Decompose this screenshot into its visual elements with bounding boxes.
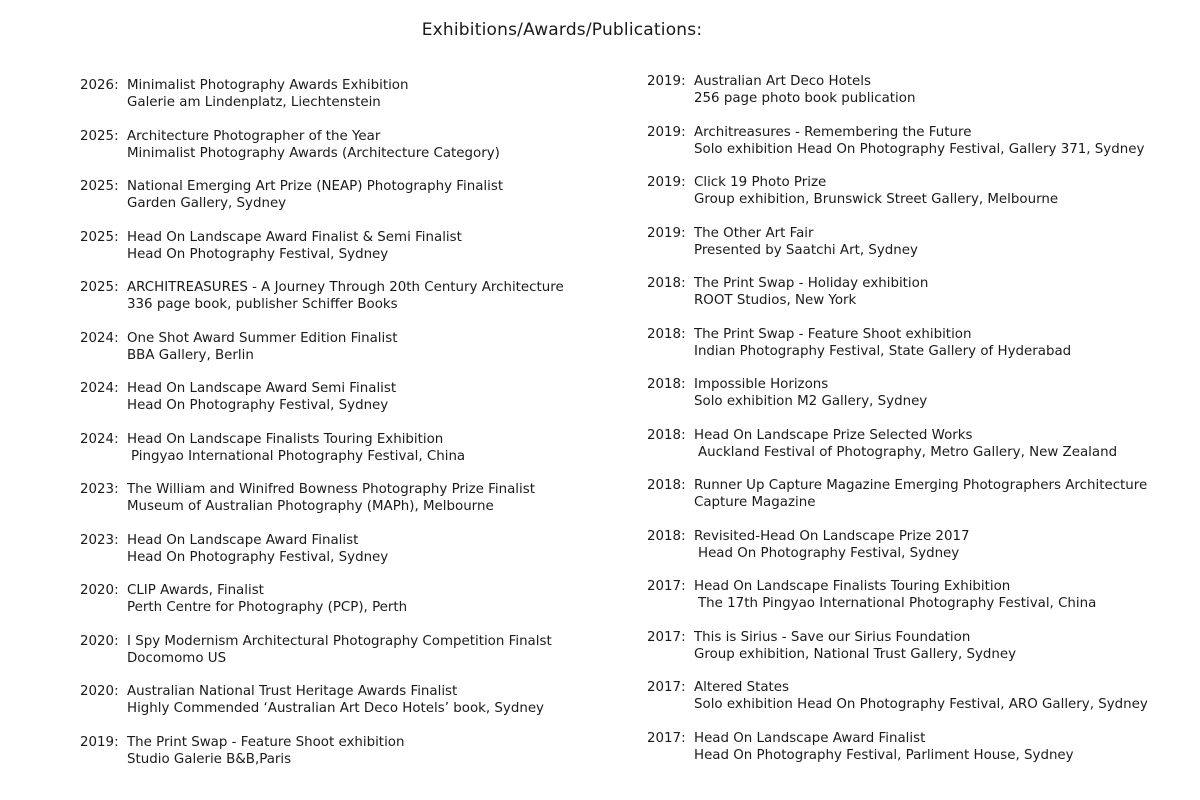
entry-title: Impossible Horizons [694, 377, 829, 392]
entry-heading [80, 532, 388, 549]
list-item [647, 477, 1147, 511]
list-item [647, 174, 1058, 208]
entry-title: Runner Up Capture Magazine Emerging Photographers Architecture [694, 478, 1148, 493]
entry-year: 2019: [647, 175, 686, 190]
list-item [80, 481, 535, 515]
entry-heading [80, 77, 408, 94]
entry-heading [80, 380, 396, 397]
entry-detail: Head On Photography Festival, Sydney [127, 549, 389, 565]
list-item [647, 124, 1144, 158]
entry-detail: 336 page book, publisher Schiffer Books [127, 297, 398, 312]
entry-heading [80, 683, 544, 700]
entry-detail: Head On Photography Festival, Parliment House, Sydney [694, 747, 1074, 763]
entry-title: The Print Swap - Feature Shoot exhibition [694, 326, 972, 342]
entry-title: Altered States [694, 680, 789, 695]
list-item [647, 629, 1016, 663]
entry-heading [647, 326, 1071, 343]
entry-title: The Print Swap - Holiday exhibition [694, 276, 929, 291]
list-item [80, 229, 462, 263]
entry-detail: Garden Gallery, Sydney [127, 196, 287, 211]
list-item [647, 679, 1148, 713]
entry-detail: Indian Photography Festival, State Gallery of Hyderabad [694, 343, 1072, 359]
entry-title: This is Sirius - Save our Sirius Foundation [694, 629, 971, 645]
list-item [80, 683, 544, 717]
entry-heading [647, 275, 928, 292]
list-item [647, 376, 927, 410]
entry-title: I Spy Modernism Architectural Photography Competition Finalst [127, 633, 552, 649]
entry-heading [647, 730, 1074, 747]
list-item [647, 730, 1074, 764]
entry-year: 2024: [80, 431, 119, 447]
entry-heading [80, 178, 503, 195]
entry-heading [647, 477, 1147, 494]
entry-detail: Docomomo US [127, 650, 227, 666]
entry-year: 2023: [80, 482, 119, 497]
entry-heading [80, 582, 407, 599]
entry-heading [80, 330, 397, 347]
list-item [647, 275, 928, 309]
entry-year: 2024: [80, 330, 119, 346]
entry-year: 2026: [80, 78, 119, 93]
entry-detail: Presented by Saatchi Art, Sydney [694, 242, 918, 258]
entry-year: 2025: [80, 179, 119, 194]
entry-title: Head On Landscape Prize Selected Works [694, 427, 973, 443]
entry-detail: BBA Gallery, Berlin [127, 347, 254, 363]
entry-title: National Emerging Art Prize (NEAP) Photography Finalist [127, 179, 504, 194]
entry-title: Click 19 Photo Prize [694, 175, 827, 190]
entry-detail: Pingyao International Photography Festival, China [131, 448, 466, 464]
entry-title: Head On Landscape Finalists Touring Exhibition [694, 579, 1011, 594]
entry-year: 2018: [647, 326, 686, 342]
entry-heading [80, 279, 564, 296]
entry-year: 2019: [647, 124, 686, 140]
entry-title: Minimalist Photography Awards Exhibition [127, 78, 409, 93]
entry-heading [647, 679, 1148, 696]
entry-title: Revisited-Head On Landscape Prize 2017 [694, 528, 970, 544]
list-item [80, 330, 397, 364]
list-item [80, 128, 500, 162]
entry-year: 2025: [80, 280, 119, 295]
entry-title: Head On Landscape Finalists Touring Exhibition [127, 431, 444, 447]
entry-title: Australian Art Deco Hotels [694, 74, 871, 89]
entry-detail: Group exhibition, National Trust Gallery, Sydney [694, 646, 1017, 662]
entry-year: 2023: [80, 532, 119, 548]
entry-title: Head On Landscape Award Finalist & Semi Finalist [127, 229, 462, 245]
entry-title: Architecture Photographer of the Year [127, 128, 381, 144]
entry-year: 2024: [80, 381, 119, 396]
entry-year: 2018: [647, 276, 686, 291]
entry-year: 2018: [647, 427, 686, 443]
list-item [647, 73, 915, 107]
entry-detail: Perth Centre for Photography (PCP), Perth [127, 600, 408, 615]
entry-detail: The 17th Pingyao International Photography Festival, China [698, 596, 1097, 611]
entry-year: 2017: [647, 680, 686, 695]
entry-title: Head On Landscape Award Finalist [694, 730, 926, 746]
entry-detail: Highly Commended ‘Australian Art Deco Hotels’ book, Sydney [127, 701, 544, 716]
entry-heading [647, 427, 1117, 444]
entry-detail: 256 page photo book publication [694, 91, 916, 106]
entry-heading [647, 73, 915, 90]
list-item [80, 77, 408, 111]
list-item [80, 532, 388, 566]
entry-title: One Shot Award Summer Edition Finalist [127, 330, 398, 346]
entry-heading [647, 629, 1016, 646]
entry-title: Head On Landscape Award Finalist [127, 532, 359, 548]
entry-year: 2020: [80, 684, 119, 699]
entry-detail: Head On Photography Festival, Sydney [127, 398, 389, 413]
entry-detail: Minimalist Photography Awards (Architecture Category) [127, 145, 500, 161]
entry-detail: Galerie am Lindenplatz, Liechtenstein [127, 95, 381, 110]
entry-detail: Auckland Festival of Photography, Metro Gallery, New Zealand [698, 444, 1118, 460]
entry-detail: Head On Photography Festival, Sydney [698, 545, 960, 561]
entry-year: 2017: [647, 629, 686, 645]
entry-year: 2017: [647, 579, 686, 594]
entry-title: ARCHITREASURES - A Journey Through 20th Century Architecture [127, 280, 564, 295]
entry-title: Australian National Trust Heritage Awards Finalist [127, 684, 458, 699]
entry-heading [647, 578, 1096, 595]
entry-year: 2018: [647, 528, 686, 544]
entry-title: The Print Swap - Feature Shoot exhibition [127, 734, 405, 750]
entry-heading [647, 225, 918, 242]
entry-title: The Other Art Fair [694, 225, 814, 241]
entry-year: 2019: [80, 734, 119, 750]
list-item [80, 279, 564, 313]
page-title: Exhibitions/Awards/Publications: [421, 20, 703, 40]
list-item [647, 427, 1117, 461]
entry-detail: Solo exhibition M2 Gallery, Sydney [694, 394, 928, 409]
entry-detail: Solo exhibition Head On Photography Festival, Gallery 371, Sydney [694, 141, 1145, 157]
entry-heading [80, 734, 404, 751]
list-item [647, 225, 918, 259]
list-item [80, 734, 404, 768]
entry-heading [80, 229, 462, 246]
entry-heading [80, 481, 535, 498]
entry-heading [80, 431, 465, 448]
entry-detail: Solo exhibition Head On Photography Festival, ARO Gallery, Sydney [694, 697, 1148, 712]
entry-detail: Studio Galerie B&B,Paris [127, 751, 292, 767]
entry-year: 2025: [80, 128, 119, 144]
entry-detail: Group exhibition, Brunswick Street Gallery, Melbourne [694, 192, 1059, 207]
list-item [80, 582, 407, 616]
entry-year: 2019: [647, 225, 686, 241]
entry-heading [647, 528, 970, 545]
entry-detail: ROOT Studios, New York [694, 293, 857, 308]
list-item [80, 380, 396, 414]
entry-detail: Head On Photography Festival, Sydney [127, 246, 389, 262]
list-item [647, 578, 1096, 612]
list-item [80, 431, 465, 465]
entry-detail: Capture Magazine [694, 495, 816, 510]
entry-year: 2019: [647, 74, 686, 89]
list-item [80, 633, 552, 667]
entry-title: The William and Winifred Bowness Photography Prize Finalist [127, 482, 535, 497]
entry-year: 2018: [647, 478, 686, 493]
entry-heading [647, 376, 927, 393]
entry-title: CLIP Awards, Finalist [127, 583, 264, 598]
entry-year: 2017: [647, 730, 686, 746]
entry-heading [647, 124, 1144, 141]
list-item [80, 178, 503, 212]
entry-title: Head On Landscape Award Semi Finalist [127, 381, 397, 396]
entry-heading [80, 128, 500, 145]
entry-year: 2018: [647, 377, 686, 392]
entry-title: Architreasures - Remembering the Future [694, 124, 972, 140]
entry-year: 2025: [80, 229, 119, 245]
entry-heading [647, 174, 1058, 191]
entry-heading [80, 633, 552, 650]
list-item [647, 326, 1071, 360]
entry-year: 2020: [80, 583, 119, 598]
entry-year: 2020: [80, 633, 119, 649]
list-item [647, 528, 970, 562]
entry-detail: Museum of Australian Photography (MAPh), Melbourne [127, 499, 494, 514]
